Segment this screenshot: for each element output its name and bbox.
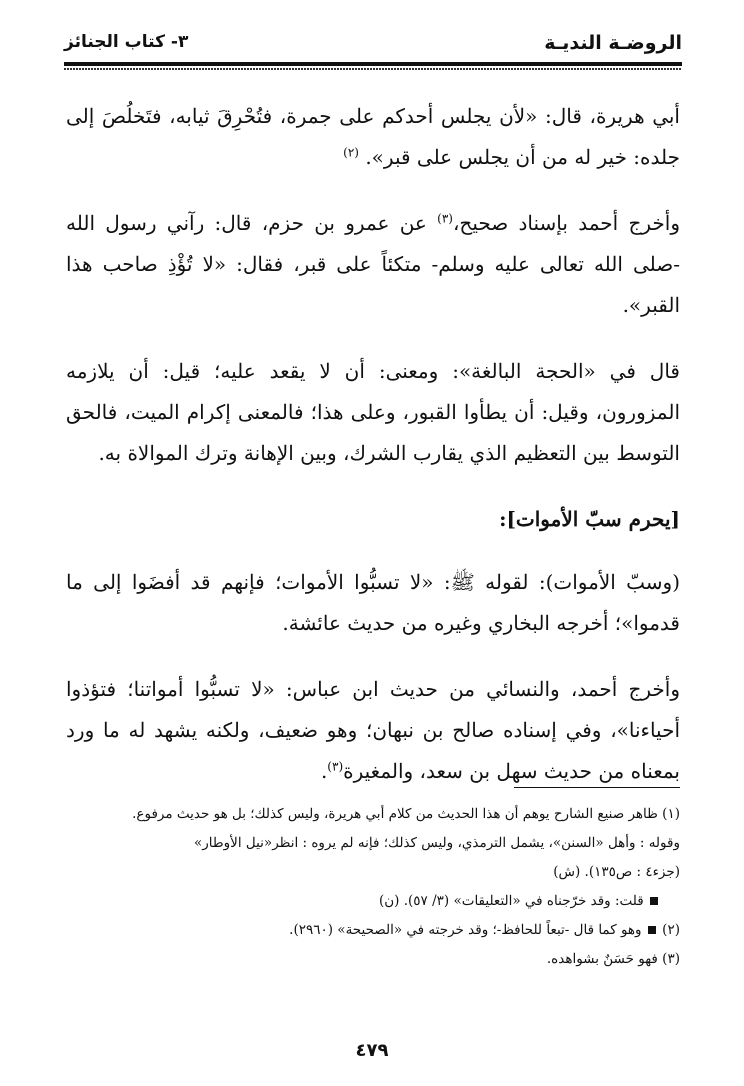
footnote: وقوله : وأهل «السنن»، يشمل الترمذي، وليس كذلك؛ فإنه لم يروه : انظر«نيل الأوطار» bbox=[193, 835, 680, 851]
footnote: (٢) وهو كما قال -تبعاً للحافظ-؛ وقد خرجته في «الصحيحة» (٢٩٦٠). bbox=[289, 922, 680, 938]
paragraph: (وسبّ الأموات): لقوله ﷺ: «لا تسبُّوا الأموات؛ فإنهم قد أفضَوا إلى ما قدموا»؛ أخرجه البخاري وغيره من حديث عائشة. bbox=[66, 570, 680, 635]
footnote: (٣) فهو حَسَنٌ بشواهده. bbox=[546, 951, 680, 967]
page-number: ٤٧٩ bbox=[355, 1040, 389, 1061]
chapter-title: ٣- كتاب الجنائز bbox=[64, 32, 189, 52]
header-rule bbox=[64, 62, 682, 66]
paragraph: وأخرج أحمد بإسناد صحيح،$^{(٣)}$ عن عمرو بن حزم، قال: رآني رسول الله -صلى الله تعالى عليه وسلم- متكئاً على قبر، فقال: «لا تُؤْذِ صاحب هذا القبر». bbox=[66, 211, 680, 317]
paragraph: قال في «الحجة البالغة»: ومعنى: أن لا يقعد عليه؛ قيل: أن يلازمه المزورون، وقيل: أن يطأوا القبور، وعلى هذا؛ فالمعنى إكرام الميت، فالحق التوسط بين التعظيم الذي يقارب الشرك، وبين الإهانة وترك الموالاة به. bbox=[66, 359, 680, 465]
footnote-separator bbox=[514, 787, 680, 788]
square-marker-icon bbox=[648, 926, 656, 934]
page-header bbox=[64, 28, 682, 68]
footnotes bbox=[66, 800, 680, 974]
section-heading: [يحرم سبّ الأموات]: bbox=[499, 507, 680, 531]
footnote: (١) ظاهر صنيع الشارح يوهم أن هذا الحديث من كلام أبي هريرة، وليس كذلك؛ بل هو حديث مرفوع. bbox=[132, 806, 680, 822]
square-marker-icon bbox=[650, 897, 658, 905]
footnote-ref: (٣) bbox=[437, 211, 453, 226]
book-title: الروضـة النديـة bbox=[544, 32, 682, 54]
footnote-ref: (٢) bbox=[343, 145, 359, 160]
header-rule-dotted bbox=[64, 68, 682, 70]
paragraph: أبي هريرة، قال: «لأن يجلس أحدكم على جمرة، فتُحْرِقَ ثيابه، فتَخلُصَ إلى جلده: خير له من أن يجلس على قبر». $^{(٢)}$ bbox=[66, 104, 680, 169]
paragraph: وأخرج أحمد، والنسائي من حديث ابن عباس: «لا تسبُّوا أمواتنا؛ فتؤذوا أحياءنا»، وفي إسناده صالح بن نبهان؛ وهو ضعيف، ولكنه يشهد له ما ورد بمعناه من حديث سهل بن سعد، والمغيرة$^{(٣)}$. bbox=[66, 677, 680, 783]
footnote-ref: (٣) bbox=[327, 759, 344, 774]
footnote: (جزء٤ : ص١٣٥). (ش) bbox=[553, 864, 680, 880]
footnote: قلت: وقد خرّجناه في «التعليقات» (٣/ ٥٧). (ن) bbox=[66, 887, 680, 916]
main-text bbox=[66, 96, 680, 817]
